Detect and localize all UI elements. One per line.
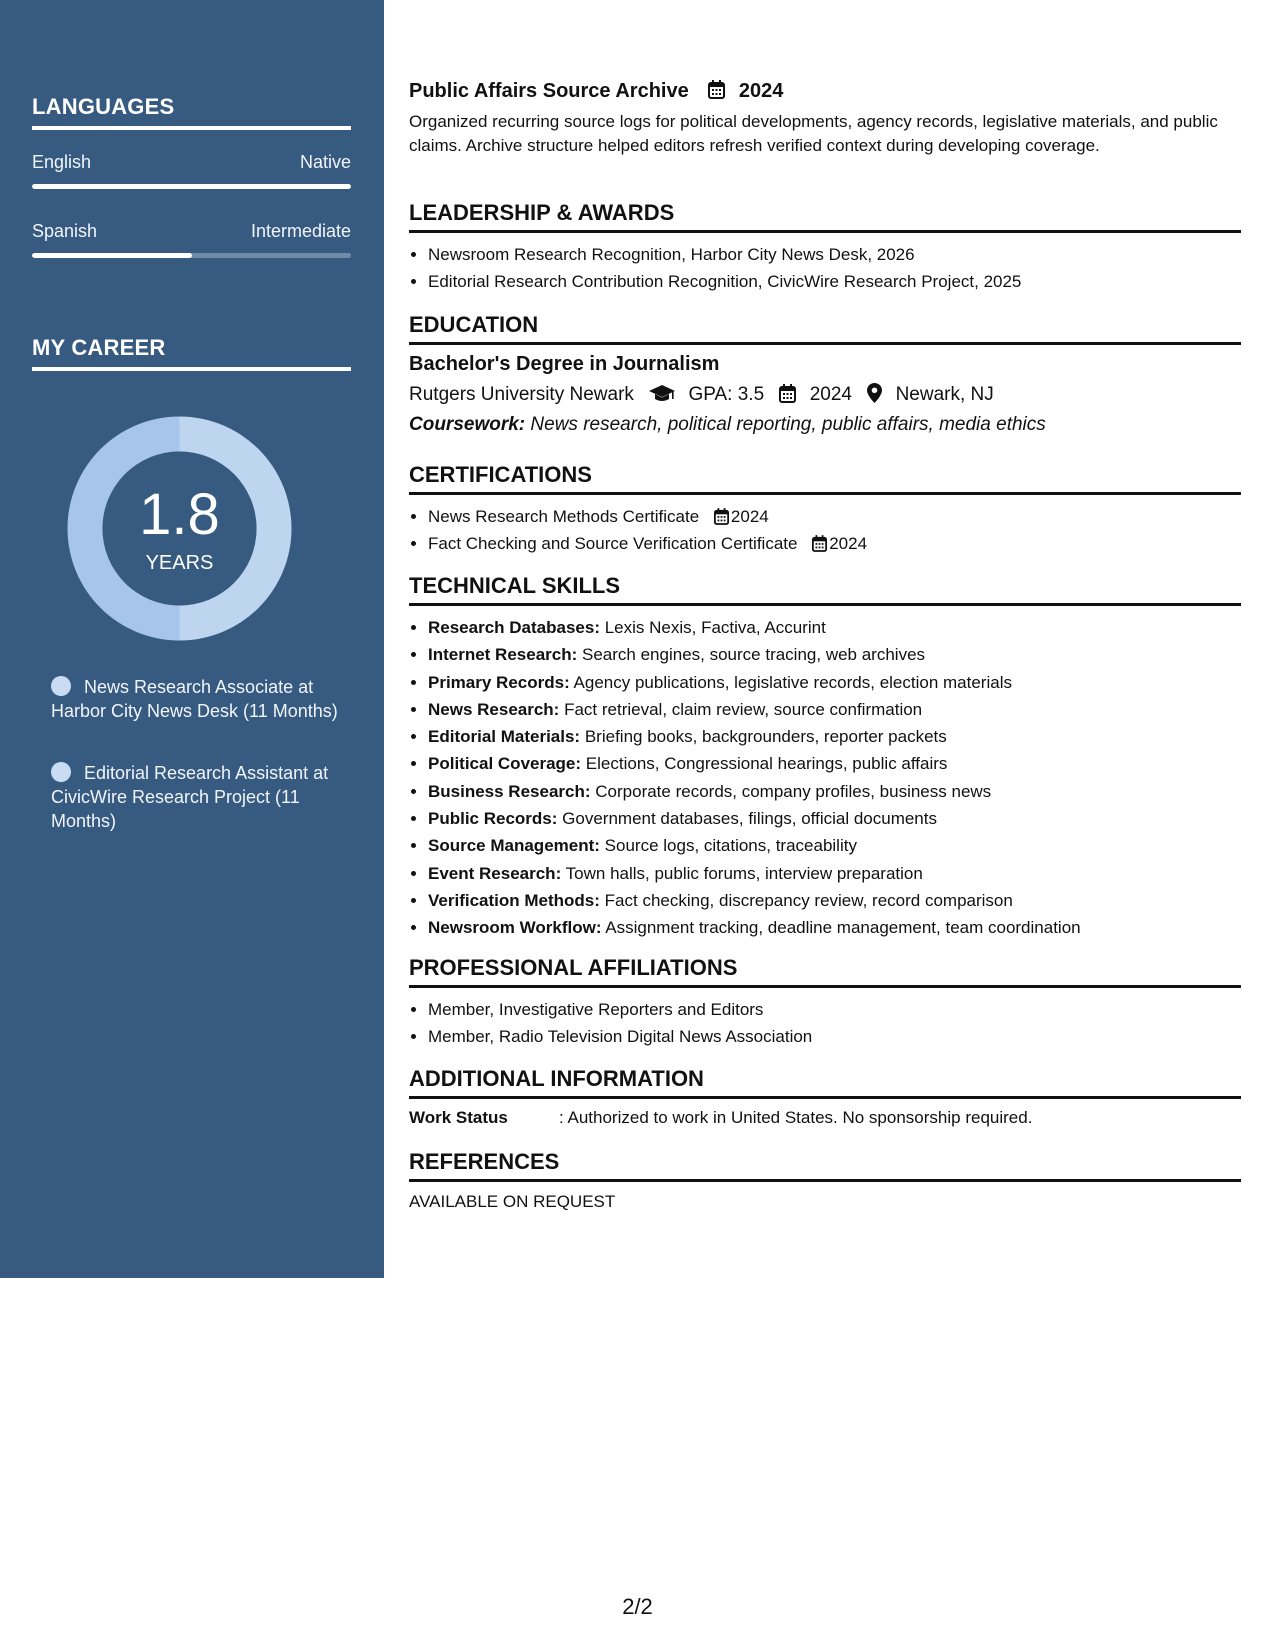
school-name: Rutgers University Newark [409, 384, 634, 405]
skill-value: Elections, Congressional hearings, public affairs [585, 754, 948, 774]
skill-item [428, 832, 1238, 859]
career-years-value: 1.8 [139, 482, 220, 547]
skill-value: Briefing books, backgrounders, reporter packets [584, 727, 947, 747]
certifications-heading: CERTIFICATIONS [409, 462, 1241, 495]
coursework-label: Coursework: [409, 414, 526, 435]
language-bar-spanish [32, 253, 351, 258]
skill-item [428, 778, 1238, 805]
language-bar-fill [32, 253, 192, 258]
skill-item [428, 614, 1238, 641]
graduation-year: 2024 [809, 384, 852, 405]
certificate-year: 2024 [829, 534, 868, 554]
career-donut [67, 416, 292, 641]
project-title-row [409, 80, 783, 103]
language-bar-english [32, 184, 351, 189]
project-description: Organized recurring source logs for political developments, agency records, legislative materials, and public claims. Archive structure helped editors refresh verified context during developing coverage. [409, 112, 1218, 155]
calendar-icon [812, 535, 827, 552]
skill-label: Internet Research: [428, 645, 578, 665]
list-item: • Editorial Research Contribution Recognition, CivicWire Research Project, 2025 [428, 268, 1238, 295]
skill-value: Agency publications, legislative records, election materials [573, 672, 1012, 692]
leadership-list [409, 241, 1238, 296]
list-item [428, 530, 1238, 557]
calendar-icon [708, 80, 725, 99]
sidebar [0, 0, 384, 1278]
skill-value: Search engines, source tracing, web archives [582, 645, 926, 665]
technical-skills-list [409, 614, 1238, 942]
list-item: • Member, Radio Television Digital News Association [428, 1023, 1238, 1050]
career-item [51, 675, 341, 723]
graduation-cap-icon [649, 385, 675, 403]
skill-label: Primary Records: [428, 672, 570, 692]
language-name: English [32, 152, 92, 172]
skill-value: Town halls, public forums, interview preparation [565, 863, 923, 883]
skill-label: Political Coverage: [428, 754, 582, 774]
school-location: Newark, NJ [895, 384, 994, 405]
career-years-unit: YEARS [145, 552, 214, 574]
career-item-text: News Research Associate at Harbor City News Desk (11 Months) [51, 677, 338, 721]
affiliations-heading: PROFESSIONAL AFFILIATIONS [409, 955, 1241, 988]
calendar-icon [714, 508, 729, 525]
project-title: Public Affairs Source Archive [409, 80, 689, 102]
skill-label: News Research: [428, 699, 560, 719]
skill-label: Business Research: [428, 781, 591, 801]
certificate-year: 2024 [730, 507, 769, 526]
coursework-text: News research, political reporting, public affairs, media ethics [530, 414, 1046, 435]
skill-value: Corporate records, company profiles, business news [595, 781, 992, 801]
language-row-spanish [32, 221, 351, 242]
language-row-english [32, 152, 351, 173]
additional-info-heading: ADDITIONAL INFORMATION [409, 1066, 1241, 1099]
calendar-icon [779, 384, 796, 403]
map-pin-icon [867, 383, 882, 403]
degree-title: Bachelor's Degree in Journalism [409, 353, 720, 375]
skill-label: Research Databases: [428, 618, 600, 637]
language-bar-fill [32, 184, 351, 189]
certificate-name: Fact Checking and Source Verification Certificate [428, 534, 798, 554]
skill-label: Public Records: [428, 809, 558, 829]
certificate-name: News Research Methods Certificate [428, 507, 700, 526]
skill-value: Lexis Nexis, Factiva, Accurint [604, 618, 826, 637]
work-status-value: : Authorized to work in United States. No sponsorship required. [559, 1108, 1033, 1127]
language-level: Native [299, 152, 351, 172]
work-status-label: Work Status [409, 1108, 508, 1127]
skill-item [428, 914, 1238, 941]
skill-label: Event Research: [428, 863, 562, 883]
skill-value: Source logs, citations, traceability [604, 836, 857, 856]
list-item: • Newsroom Research Recognition, Harbor City News Desk, 2026 [428, 241, 1238, 268]
skill-item [428, 696, 1238, 723]
work-status-row [409, 1108, 1032, 1128]
skill-value: Fact checking, discrepancy review, record comparison [604, 890, 1013, 910]
skill-item [428, 669, 1238, 696]
skill-item [428, 750, 1238, 777]
references-text: AVAILABLE ON REQUEST [409, 1192, 616, 1211]
technical-skills-heading: TECHNICAL SKILLS [409, 573, 1241, 606]
language-level: Intermediate [250, 221, 351, 241]
skill-item [428, 860, 1238, 887]
skill-label: Newsroom Workflow: [428, 918, 602, 938]
skill-label: Verification Methods: [428, 890, 600, 910]
career-item-text: Editorial Research Assistant at CivicWire Research Project (11 Months) [51, 763, 329, 831]
page-number: 2/2 [622, 1594, 653, 1619]
gpa: GPA: 3.5 [688, 384, 765, 405]
skill-value: Fact retrieval, claim review, source confirmation [564, 699, 923, 719]
affiliations-list [409, 996, 1238, 1051]
skill-label: Source Management: [428, 836, 600, 856]
skill-item [428, 723, 1238, 750]
bullet-dot-icon [51, 762, 71, 782]
career-item [51, 761, 341, 833]
certifications-list [409, 503, 1238, 558]
bullet-dot-icon [51, 676, 71, 696]
language-name: Spanish [32, 221, 98, 241]
skill-item [428, 887, 1238, 914]
career-heading: MY CAREER [32, 335, 351, 371]
skill-value: Assignment tracking, deadline management, team coordination [605, 918, 1081, 938]
list-item [428, 503, 1238, 530]
project-date: 2024 [738, 80, 784, 102]
coursework [409, 414, 1046, 436]
languages-heading: LANGUAGES [32, 94, 351, 130]
leadership-heading: LEADERSHIP & AWARDS [409, 200, 1241, 233]
skill-value: Government databases, filings, official documents [562, 809, 937, 829]
skill-item [428, 805, 1238, 832]
skill-item [428, 641, 1238, 668]
education-meta-row [409, 383, 994, 406]
references-heading: REFERENCES [409, 1149, 1241, 1182]
list-item: • Member, Investigative Reporters and Editors [428, 996, 1238, 1023]
education-heading: EDUCATION [409, 312, 1241, 345]
skill-label: Editorial Materials: [428, 727, 581, 747]
